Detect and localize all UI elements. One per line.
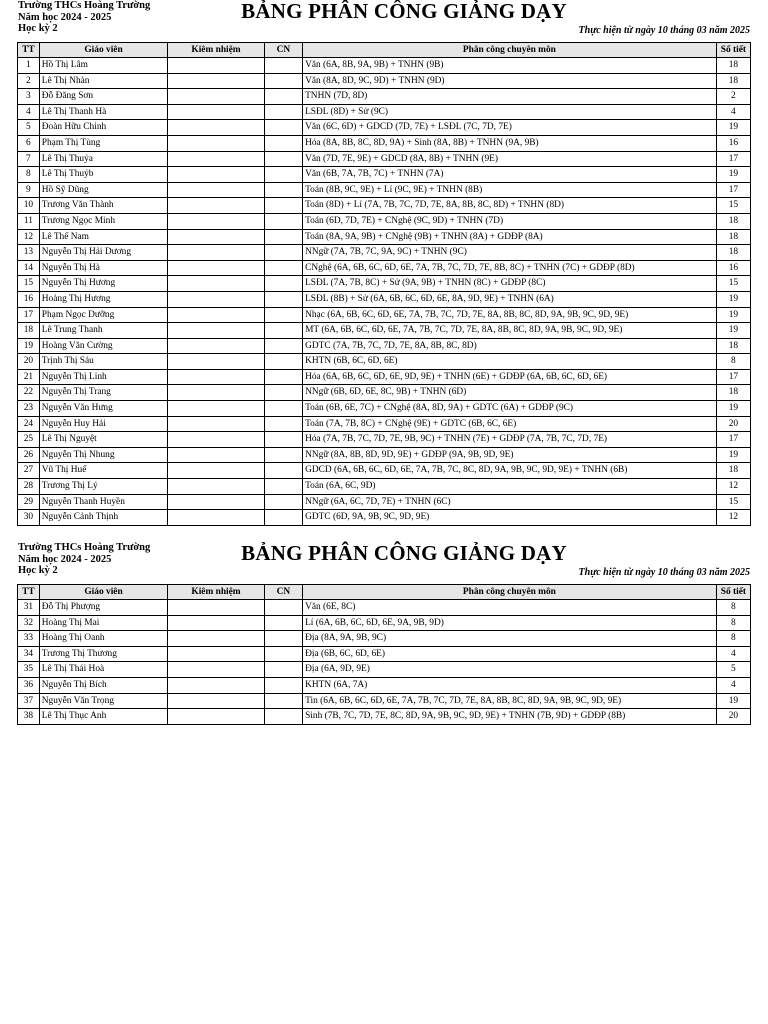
cell-concurrent	[168, 198, 264, 214]
cell-teacher: Hồ Sỹ Dũng	[39, 182, 168, 198]
cell-concurrent	[168, 693, 264, 709]
cell-teacher: Phạm Thị Tùng	[39, 135, 168, 151]
cell-assignment: Hóa (6A, 6B, 6C, 6D, 6E, 9D, 9E) + TNHN (6E) + GDĐP (6A, 6B, 6C, 6D, 6E)	[303, 369, 717, 385]
cell-tt: 6	[18, 135, 40, 151]
cell-periods: 19	[716, 401, 750, 417]
cell-periods: 8	[716, 600, 750, 616]
cell-assignment: Văn (8A, 8D, 9C, 9D) + TNHN (9D)	[303, 73, 717, 89]
table-row	[18, 260, 751, 276]
cell-concurrent	[168, 291, 264, 307]
cell-homeroom	[264, 709, 302, 725]
table-row	[18, 276, 751, 292]
cell-homeroom	[264, 167, 302, 183]
cell-periods: 19	[716, 167, 750, 183]
cell-assignment: LSĐL (8D) + Sử (9C)	[303, 104, 717, 120]
cell-homeroom	[264, 291, 302, 307]
cell-homeroom	[264, 229, 302, 245]
schedule-page-1	[17, 0, 751, 526]
cell-homeroom	[264, 631, 302, 647]
cell-periods: 17	[716, 432, 750, 448]
col-header-concurrent: Kiêm nhiệm	[168, 585, 264, 600]
cell-teacher: Trương Ngọc Minh	[39, 213, 168, 229]
cell-assignment: GDTC (6D, 9A, 9B, 9C, 9D, 9E)	[303, 510, 717, 526]
cell-assignment: Địa (8A, 9A, 9B, 9C)	[303, 631, 717, 647]
cell-assignment: LSĐL (8B) + Sử (6A, 6B, 6C, 6D, 6E, 8A, 9D, 9E) + TNHN (6A)	[303, 291, 717, 307]
col-header-tt: TT	[18, 43, 40, 58]
cell-concurrent	[168, 463, 264, 479]
cell-teacher: Nguyễn Thị Linh	[39, 369, 168, 385]
cell-assignment: Sinh (7B, 7C, 7D, 7E, 8C, 8D, 9A, 9B, 9C, 9D, 9E) + TNHN (7B, 9D) + GDĐP (8B)	[303, 709, 717, 725]
cell-homeroom	[264, 369, 302, 385]
cell-tt: 5	[18, 120, 40, 136]
school-term: Học kỳ 2	[18, 23, 58, 34]
cell-tt: 30	[18, 510, 40, 526]
cell-tt: 9	[18, 182, 40, 198]
cell-tt: 12	[18, 229, 40, 245]
cell-tt: 13	[18, 245, 40, 261]
cell-periods: 15	[716, 276, 750, 292]
cell-periods: 15	[716, 198, 750, 214]
cell-concurrent	[168, 479, 264, 495]
page-title: BẢNG PHÂN CÔNG GIẢNG DẠY	[241, 0, 567, 23]
cell-homeroom	[264, 104, 302, 120]
table-row	[18, 58, 751, 74]
col-header-teacher: Giáo viên	[39, 585, 168, 600]
cell-homeroom	[264, 401, 302, 417]
cell-periods: 20	[716, 709, 750, 725]
cell-teacher: Hoàng Thị Oanh	[39, 631, 168, 647]
effective-date: Thực hiện từ ngày 10 tháng 03 năm 2025	[578, 567, 750, 578]
table-row	[18, 615, 751, 631]
cell-assignment: Toán (8D) + Lí (7A, 7B, 7C, 7D, 7E, 8A, 8B, 8C, 8D) + TNHN (8D)	[303, 198, 717, 214]
cell-homeroom	[264, 693, 302, 709]
cell-homeroom	[264, 677, 302, 693]
cell-periods: 17	[716, 182, 750, 198]
cell-concurrent	[168, 307, 264, 323]
cell-periods: 4	[716, 677, 750, 693]
cell-periods: 18	[716, 229, 750, 245]
table-header-row	[18, 585, 751, 600]
cell-homeroom	[264, 615, 302, 631]
cell-concurrent	[168, 323, 264, 339]
col-header-teacher: Giáo viên	[39, 43, 168, 58]
cell-assignment: NNgữ (6A, 6C, 7D, 7E) + TNHN (6C)	[303, 494, 717, 510]
cell-tt: 14	[18, 260, 40, 276]
school-name: Trường THCs Hoàng Trường	[18, 0, 151, 11]
cell-assignment: MT (6A, 6B, 6C, 6D, 6E, 7A, 7B, 7C, 7D, 7E, 8A, 8B, 8C, 8D, 9A, 9B, 9C, 9D, 9E)	[303, 323, 717, 339]
table-row	[18, 198, 751, 214]
cell-concurrent	[168, 338, 264, 354]
cell-teacher: Nguyễn Thị Trang	[39, 385, 168, 401]
cell-periods: 20	[716, 416, 750, 432]
cell-assignment: Địa (6B, 6C, 6D, 6E)	[303, 646, 717, 662]
cell-assignment: NNgữ (8A, 8B, 8D, 9D, 9E) + GDĐP (9A, 9B, 9D, 9E)	[303, 447, 717, 463]
cell-tt: 20	[18, 354, 40, 370]
cell-homeroom	[264, 463, 302, 479]
cell-teacher: Hoàng Thị Hương	[39, 291, 168, 307]
cell-concurrent	[168, 709, 264, 725]
cell-concurrent	[168, 385, 264, 401]
table-row	[18, 416, 751, 432]
cell-concurrent	[168, 401, 264, 417]
cell-tt: 22	[18, 385, 40, 401]
table-row	[18, 213, 751, 229]
cell-teacher: Hồ Thị Lâm	[39, 58, 168, 74]
table-row	[18, 291, 751, 307]
cell-tt: 31	[18, 600, 40, 616]
school-year: Năm học 2024 - 2025	[18, 11, 112, 23]
table-row	[18, 510, 751, 526]
cell-assignment: GDTC (7A, 7B, 7C, 7D, 7E, 8A, 8B, 8C, 8D)	[303, 338, 717, 354]
cell-concurrent	[168, 369, 264, 385]
cell-teacher: Nguyễn Huy Hải	[39, 416, 168, 432]
cell-tt: 35	[18, 662, 40, 678]
table-body	[18, 600, 751, 725]
cell-concurrent	[168, 494, 264, 510]
cell-periods: 8	[716, 631, 750, 647]
assignment-table	[17, 584, 751, 725]
cell-assignment: Hóa (7A, 7B, 7C, 7D, 7E, 9B, 9C) + TNHN (7E) + GDĐP (7A, 7B, 7C, 7D, 7E)	[303, 432, 717, 448]
table-row	[18, 245, 751, 261]
table-row	[18, 182, 751, 198]
cell-assignment: Địa (6A, 9D, 9E)	[303, 662, 717, 678]
cell-periods: 19	[716, 307, 750, 323]
table-row	[18, 120, 751, 136]
cell-homeroom	[264, 432, 302, 448]
cell-homeroom	[264, 307, 302, 323]
cell-homeroom	[264, 338, 302, 354]
cell-assignment: Toán (7A, 7B, 8C) + CNghệ (9E) + GDTC (6B, 6C, 6E)	[303, 416, 717, 432]
table-row	[18, 600, 751, 616]
cell-assignment: LSĐL (7A, 7B, 8C) + Sử (9A, 9B) + TNHN (8C) + GDĐP (8C)	[303, 276, 717, 292]
table-row	[18, 494, 751, 510]
cell-teacher: Lê Thị Thục Anh	[39, 709, 168, 725]
cell-teacher: Hoàng Văn Cường	[39, 338, 168, 354]
cell-assignment: Văn (6A, 8B, 9A, 9B) + TNHN (9B)	[303, 58, 717, 74]
cell-homeroom	[264, 323, 302, 339]
col-header-periods: Số tiết	[716, 43, 750, 58]
cell-assignment: NNgữ (6B, 6D, 6E, 8C, 9B) + TNHN (6D)	[303, 385, 717, 401]
cell-periods: 18	[716, 338, 750, 354]
effective-date: Thực hiện từ ngày 10 tháng 03 năm 2025	[578, 25, 750, 36]
cell-homeroom	[264, 447, 302, 463]
table-row	[18, 167, 751, 183]
cell-concurrent	[168, 151, 264, 167]
cell-homeroom	[264, 120, 302, 136]
cell-teacher: Đỗ Đăng Sơn	[39, 89, 168, 105]
school-name: Trường THCs Hoàng Trường	[18, 542, 151, 553]
cell-homeroom	[264, 600, 302, 616]
cell-tt: 37	[18, 693, 40, 709]
school-year: Năm học 2024 - 2025	[18, 553, 112, 565]
col-header-homeroom: CN	[264, 43, 302, 58]
table-row	[18, 662, 751, 678]
col-header-homeroom: CN	[264, 585, 302, 600]
cell-teacher: Lê Thị Thái Hoà	[39, 662, 168, 678]
cell-assignment: NNgữ (7A, 7B, 7C, 9A, 9C) + TNHN (9C)	[303, 245, 717, 261]
cell-assignment: Lí (6A, 6B, 6C, 6D, 6E, 9A, 9B, 9D)	[303, 615, 717, 631]
cell-periods: 4	[716, 646, 750, 662]
cell-homeroom	[264, 276, 302, 292]
cell-homeroom	[264, 385, 302, 401]
cell-homeroom	[264, 260, 302, 276]
cell-assignment: CNghệ (6A, 6B, 6C, 6D, 6E, 7A, 7B, 7C, 7D, 7E, 8B, 8C) + TNHN (7C) + GDĐP (8D)	[303, 260, 717, 276]
table-row	[18, 73, 751, 89]
col-header-tt: TT	[18, 585, 40, 600]
table-header-row	[18, 43, 751, 58]
cell-assignment: Văn (7D, 7E, 9E) + GDCD (8A, 8B) + TNHN (9E)	[303, 151, 717, 167]
cell-assignment: KHTN (6A, 7A)	[303, 677, 717, 693]
col-header-periods: Số tiết	[716, 585, 750, 600]
cell-homeroom	[264, 510, 302, 526]
cell-periods: 19	[716, 120, 750, 136]
table-body	[18, 58, 751, 526]
cell-concurrent	[168, 73, 264, 89]
cell-concurrent	[168, 432, 264, 448]
cell-periods: 5	[716, 662, 750, 678]
cell-periods: 17	[716, 369, 750, 385]
cell-homeroom	[264, 89, 302, 105]
cell-teacher: Trương Văn Thành	[39, 198, 168, 214]
table-row	[18, 323, 751, 339]
cell-tt: 10	[18, 198, 40, 214]
cell-concurrent	[168, 354, 264, 370]
cell-concurrent	[168, 58, 264, 74]
cell-tt: 7	[18, 151, 40, 167]
cell-concurrent	[168, 646, 264, 662]
table-row	[18, 447, 751, 463]
cell-concurrent	[168, 229, 264, 245]
cell-tt: 34	[18, 646, 40, 662]
cell-homeroom	[264, 354, 302, 370]
cell-teacher: Nguyễn Văn Trọng	[39, 693, 168, 709]
cell-assignment: TNHN (7D, 8D)	[303, 89, 717, 105]
cell-tt: 36	[18, 677, 40, 693]
cell-periods: 18	[716, 213, 750, 229]
table-row	[18, 307, 751, 323]
cell-concurrent	[168, 600, 264, 616]
table-row	[18, 385, 751, 401]
cell-tt: 17	[18, 307, 40, 323]
cell-teacher: Nguyễn Thị Bích	[39, 677, 168, 693]
cell-teacher: Đỗ Thị Phượng	[39, 600, 168, 616]
cell-teacher: Lê Thế Nam	[39, 229, 168, 245]
cell-teacher: Nguyễn Văn Hưng	[39, 401, 168, 417]
cell-concurrent	[168, 104, 264, 120]
cell-tt: 16	[18, 291, 40, 307]
cell-periods: 18	[716, 245, 750, 261]
cell-concurrent	[168, 182, 264, 198]
cell-homeroom	[264, 135, 302, 151]
cell-homeroom	[264, 198, 302, 214]
table-row	[18, 135, 751, 151]
cell-concurrent	[168, 167, 264, 183]
cell-teacher: Lê Thị Thuỷb	[39, 167, 168, 183]
cell-concurrent	[168, 213, 264, 229]
table-row	[18, 104, 751, 120]
cell-tt: 8	[18, 167, 40, 183]
table-row	[18, 401, 751, 417]
page-header	[17, 542, 751, 584]
cell-tt: 23	[18, 401, 40, 417]
cell-concurrent	[168, 447, 264, 463]
cell-tt: 29	[18, 494, 40, 510]
cell-teacher: Nguyễn Thị Hà	[39, 260, 168, 276]
cell-teacher: Nguyễn Cảnh Thịnh	[39, 510, 168, 526]
cell-teacher: Nguyễn Thị Hương	[39, 276, 168, 292]
cell-tt: 3	[18, 89, 40, 105]
cell-assignment: Toán (6A, 6C, 9D)	[303, 479, 717, 495]
cell-concurrent	[168, 416, 264, 432]
table-row	[18, 369, 751, 385]
cell-teacher: Vũ Thị Huế	[39, 463, 168, 479]
cell-concurrent	[168, 89, 264, 105]
cell-homeroom	[264, 662, 302, 678]
cell-homeroom	[264, 245, 302, 261]
cell-assignment: Toán (8A, 9A, 9B) + CNghệ (9B) + TNHN (8A) + GDĐP (8A)	[303, 229, 717, 245]
cell-assignment: Toán (6D, 7D, 7E) + CNghệ (9C, 9D) + TNHN (7D)	[303, 213, 717, 229]
cell-periods: 19	[716, 291, 750, 307]
cell-periods: 16	[716, 260, 750, 276]
cell-teacher: Nguyễn Thị Hải Dương	[39, 245, 168, 261]
cell-homeroom	[264, 151, 302, 167]
cell-teacher: Hoàng Thị Mai	[39, 615, 168, 631]
cell-homeroom	[264, 646, 302, 662]
cell-assignment: GDCD (6A, 6B, 6C, 6D, 6E, 7A, 7B, 7C, 8C, 8D, 9A, 9B, 9C, 9D, 9E) + TNHN (6B)	[303, 463, 717, 479]
cell-tt: 26	[18, 447, 40, 463]
cell-periods: 8	[716, 354, 750, 370]
cell-periods: 18	[716, 385, 750, 401]
table-row	[18, 432, 751, 448]
cell-teacher: Lê Thị Nhàn	[39, 73, 168, 89]
cell-concurrent	[168, 260, 264, 276]
cell-periods: 18	[716, 463, 750, 479]
cell-teacher: Trương Thị Lý	[39, 479, 168, 495]
cell-periods: 19	[716, 323, 750, 339]
cell-teacher: Lê Thị Nguyệt	[39, 432, 168, 448]
cell-assignment: KHTN (6B, 6C, 6D, 6E)	[303, 354, 717, 370]
assignment-table	[17, 42, 751, 526]
cell-tt: 19	[18, 338, 40, 354]
cell-periods: 15	[716, 494, 750, 510]
cell-tt: 24	[18, 416, 40, 432]
cell-assignment: Văn (6E, 8C)	[303, 600, 717, 616]
cell-periods: 18	[716, 73, 750, 89]
cell-assignment: Văn (6C, 6D) + GDCD (7D, 7E) + LSĐL (7C, 7D, 7E)	[303, 120, 717, 136]
cell-tt: 11	[18, 213, 40, 229]
cell-tt: 32	[18, 615, 40, 631]
cell-periods: 18	[716, 58, 750, 74]
cell-assignment: Toán (8B, 9C, 9E) + Lí (9C, 9E) + TNHN (8B)	[303, 182, 717, 198]
cell-periods: 4	[716, 104, 750, 120]
table-row	[18, 479, 751, 495]
cell-concurrent	[168, 245, 264, 261]
table-row	[18, 229, 751, 245]
table-row	[18, 89, 751, 105]
cell-periods: 2	[716, 89, 750, 105]
cell-periods: 8	[716, 615, 750, 631]
cell-teacher: Trịnh Thị Sáu	[39, 354, 168, 370]
table-row	[18, 677, 751, 693]
cell-teacher: Lê Thị Thuỷa	[39, 151, 168, 167]
cell-tt: 38	[18, 709, 40, 725]
cell-teacher: Nguyễn Thị Nhung	[39, 447, 168, 463]
table-row	[18, 646, 751, 662]
cell-assignment: Nhạc (6A, 6B, 6C, 6D, 6E, 7A, 7B, 7C, 7D, 7E, 8A, 8B, 8C, 8D, 9A, 9B, 9C, 9D, 9E)	[303, 307, 717, 323]
cell-concurrent	[168, 510, 264, 526]
cell-tt: 4	[18, 104, 40, 120]
table-row	[18, 463, 751, 479]
cell-assignment: Toán (6B, 6E, 7C) + CNghệ (8A, 8D, 9A) + GDTC (6A) + GDĐP (9C)	[303, 401, 717, 417]
cell-tt: 27	[18, 463, 40, 479]
cell-tt: 18	[18, 323, 40, 339]
cell-tt: 15	[18, 276, 40, 292]
cell-teacher: Đoàn Hữu Chinh	[39, 120, 168, 136]
schedule-page-2	[17, 542, 751, 725]
cell-concurrent	[168, 120, 264, 136]
cell-concurrent	[168, 677, 264, 693]
cell-tt: 25	[18, 432, 40, 448]
table-row	[18, 338, 751, 354]
cell-periods: 16	[716, 135, 750, 151]
table-row	[18, 693, 751, 709]
cell-periods: 12	[716, 510, 750, 526]
cell-periods: 19	[716, 693, 750, 709]
cell-teacher: Lê Thị Thanh Hà	[39, 104, 168, 120]
table-row	[18, 709, 751, 725]
table-row	[18, 354, 751, 370]
col-header-concurrent: Kiêm nhiệm	[168, 43, 264, 58]
cell-periods: 17	[716, 151, 750, 167]
cell-homeroom	[264, 213, 302, 229]
cell-concurrent	[168, 615, 264, 631]
cell-homeroom	[264, 494, 302, 510]
cell-teacher: Lê Trung Thanh	[39, 323, 168, 339]
cell-concurrent	[168, 662, 264, 678]
cell-concurrent	[168, 631, 264, 647]
cell-tt: 2	[18, 73, 40, 89]
cell-homeroom	[264, 182, 302, 198]
table-row	[18, 151, 751, 167]
page-title: BẢNG PHÂN CÔNG GIẢNG DẠY	[241, 541, 567, 565]
table-row	[18, 631, 751, 647]
cell-teacher: Trương Thị Thương	[39, 646, 168, 662]
cell-assignment: Tin (6A, 6B, 6C, 6D, 6E, 7A, 7B, 7C, 7D, 7E, 8A, 8B, 8C, 8D, 9A, 9B, 9C, 9D, 9E)	[303, 693, 717, 709]
cell-tt: 1	[18, 58, 40, 74]
cell-tt: 21	[18, 369, 40, 385]
cell-teacher: Nguyễn Thanh Huyền	[39, 494, 168, 510]
cell-tt: 33	[18, 631, 40, 647]
cell-homeroom	[264, 73, 302, 89]
cell-homeroom	[264, 416, 302, 432]
cell-assignment: Văn (6B, 7A, 7B, 7C) + TNHN (7A)	[303, 167, 717, 183]
cell-periods: 12	[716, 479, 750, 495]
cell-assignment: Hóa (8A, 8B, 8C, 8D, 9A) + Sinh (8A, 8B) + TNHN (9A, 9B)	[303, 135, 717, 151]
page-header	[17, 0, 751, 42]
cell-concurrent	[168, 135, 264, 151]
cell-tt: 28	[18, 479, 40, 495]
cell-periods: 19	[716, 447, 750, 463]
cell-homeroom	[264, 479, 302, 495]
cell-teacher: Phạm Ngọc Dưỡng	[39, 307, 168, 323]
col-header-assignment: Phân công chuyên môn	[303, 43, 717, 58]
col-header-assignment: Phân công chuyên môn	[303, 585, 717, 600]
school-term: Học kỳ 2	[18, 565, 58, 576]
cell-homeroom	[264, 58, 302, 74]
cell-concurrent	[168, 276, 264, 292]
